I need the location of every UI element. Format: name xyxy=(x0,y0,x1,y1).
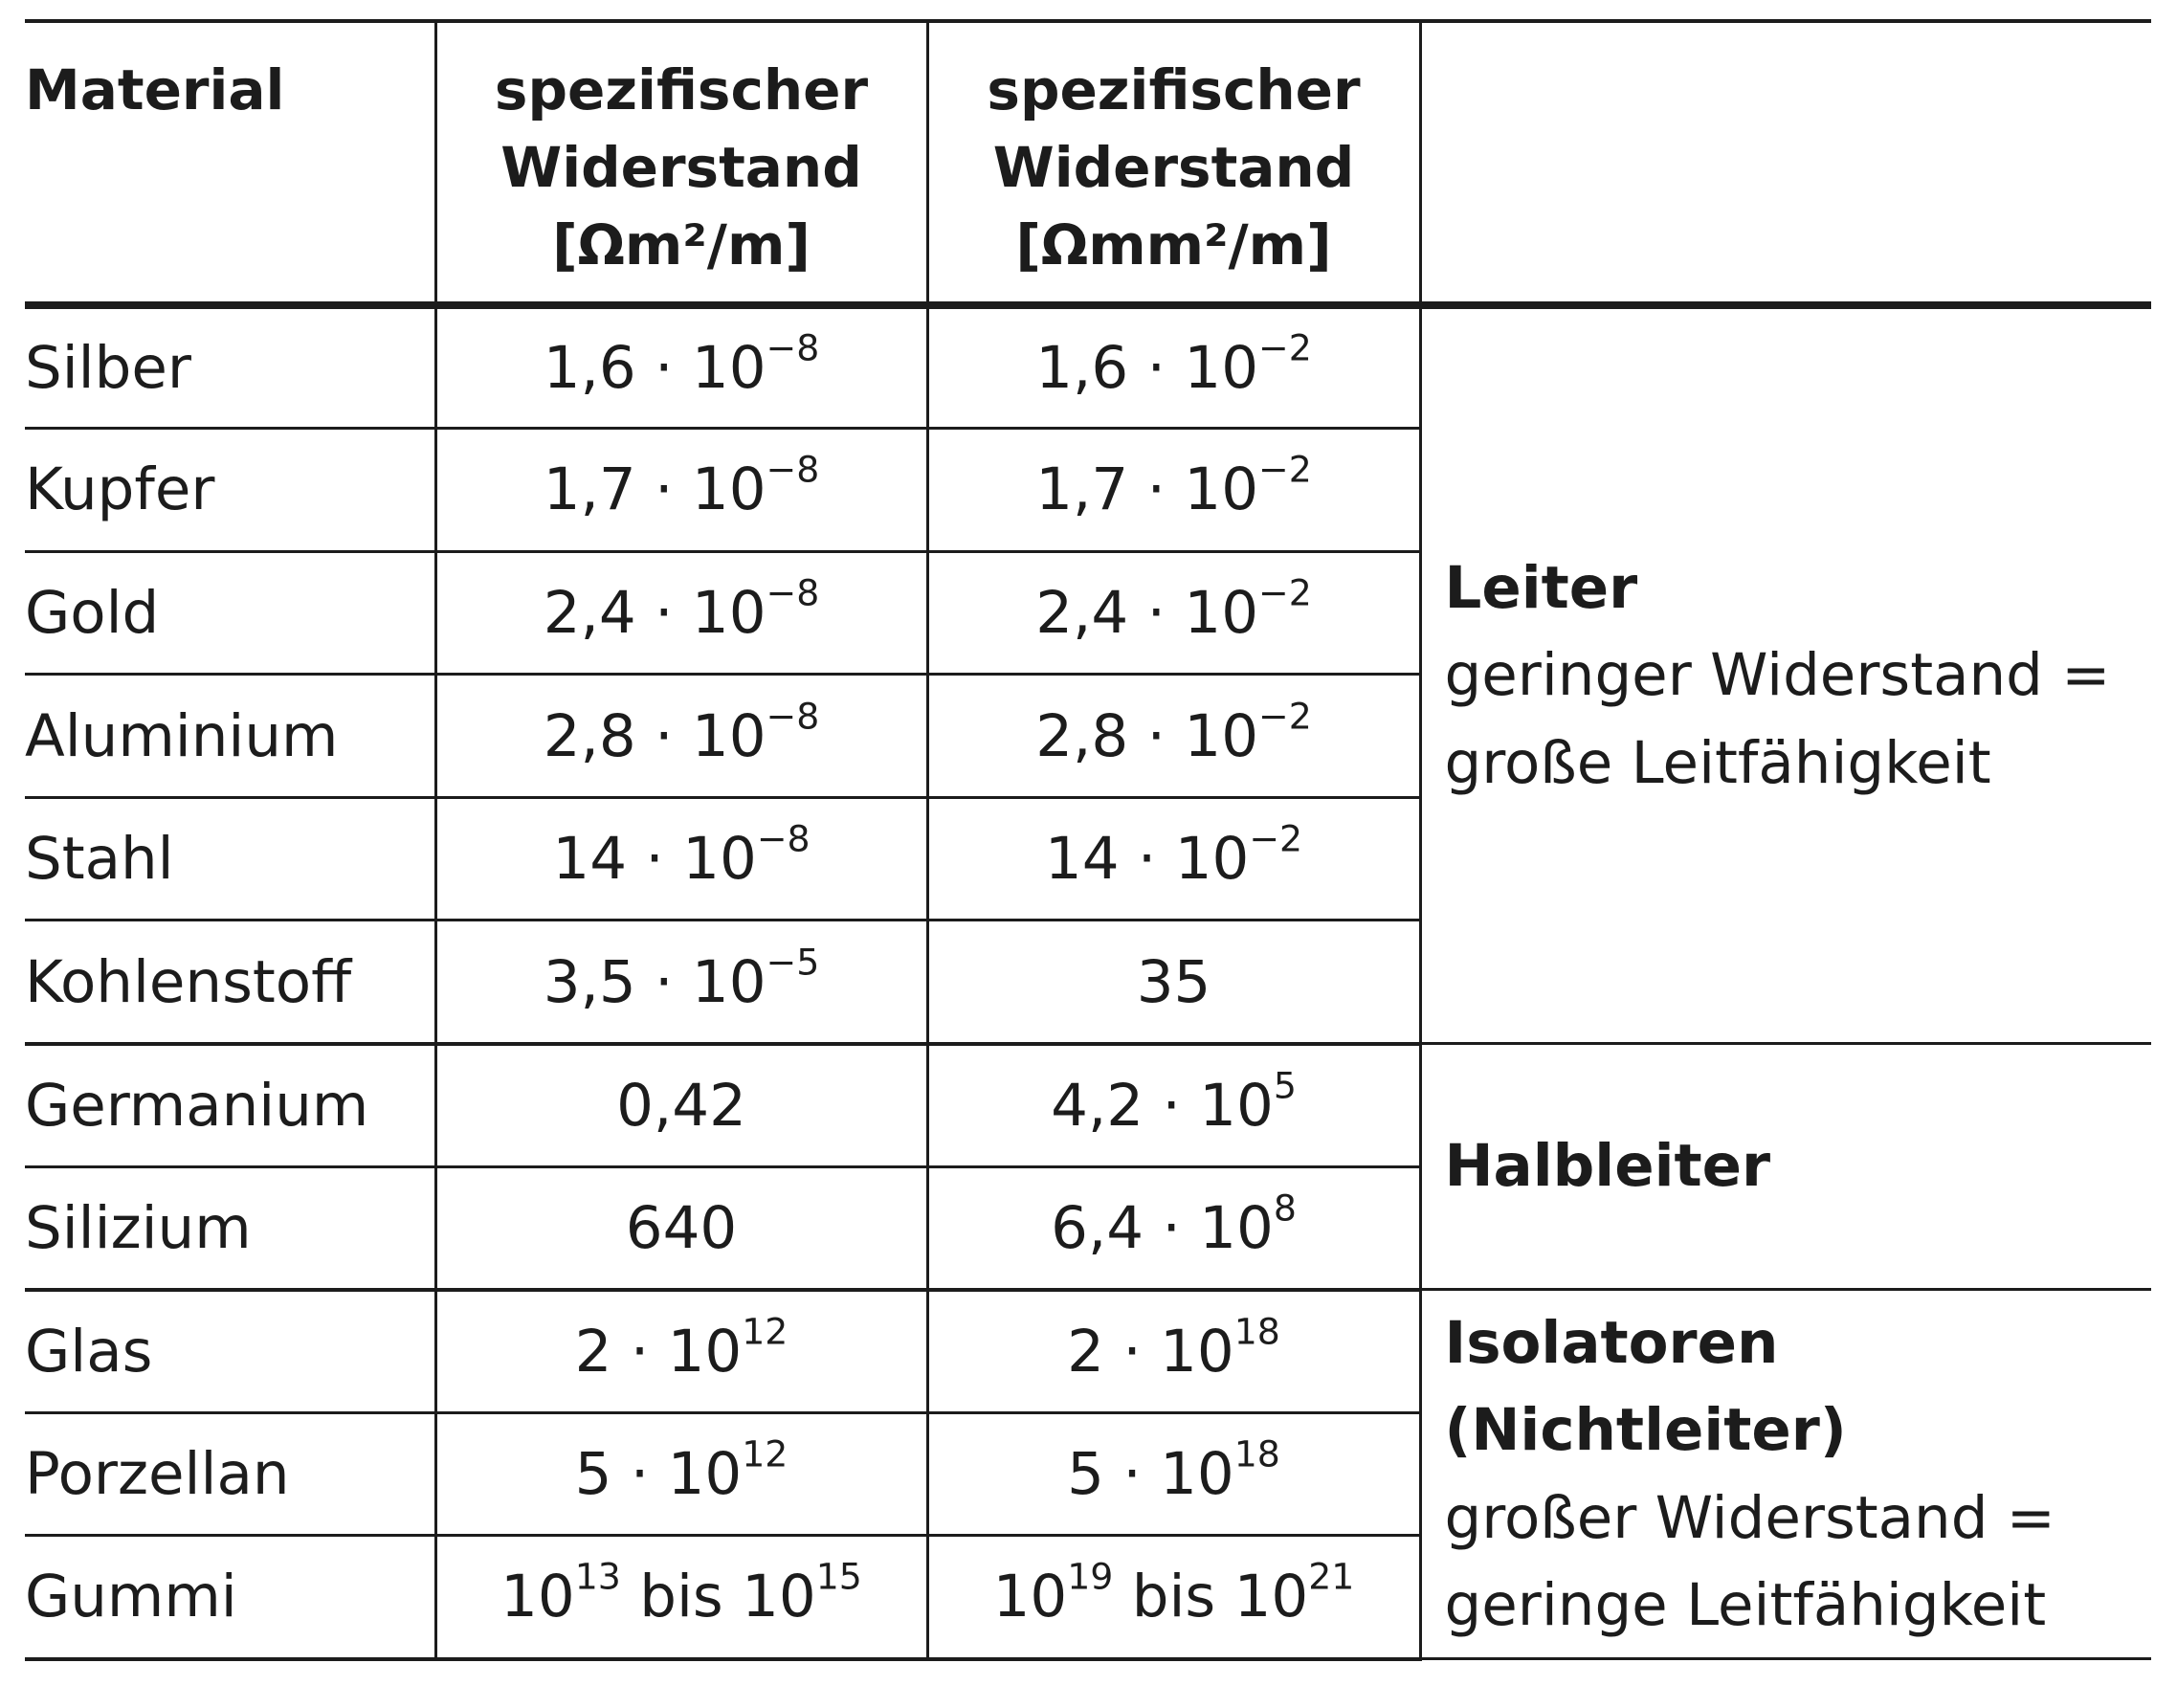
resistivity-mm2-cell: $2 \cdot 10^{18}$ xyxy=(927,1290,1420,1413)
category-description: großer Widerstand = geringe Leitfähigkeit xyxy=(1444,1483,2055,1640)
header-material: Material xyxy=(25,21,435,305)
resistivity-m2-cell: $2,4 \cdot 10^{-8}$ xyxy=(435,551,927,675)
resistivity-m2-cell: 0,42 xyxy=(435,1044,927,1167)
table-row xyxy=(25,1044,2151,1167)
header-row xyxy=(25,21,2151,305)
resistivity-m2-cell: $14 \cdot 10^{-8}$ xyxy=(435,797,927,921)
category-semiconductors xyxy=(1420,1044,2151,1290)
material-cell: Stahl xyxy=(25,797,435,921)
resistivity-m2-cell: $1,6 \cdot 10^{-8}$ xyxy=(435,305,927,429)
resistivity-m2-cell: $3,5 \cdot 10^{-5}$ xyxy=(435,921,927,1044)
table-row xyxy=(25,305,2151,429)
material-cell: Gold xyxy=(25,551,435,675)
table-row xyxy=(25,1290,2151,1413)
category-title: Halbleiter xyxy=(1444,1132,1771,1201)
material-cell: Glas xyxy=(25,1290,435,1413)
resistivity-mm2-cell: $4,2 \cdot 10^5$ xyxy=(927,1044,1420,1167)
category-description: geringer Widerstand = große Leitfähigkeit xyxy=(1444,641,2111,797)
resistivity-mm2-cell: $2,4 \cdot 10^{-2}$ xyxy=(927,551,1420,675)
category-conductors xyxy=(1420,305,2151,1044)
header-resistivity-mm2: spezifischer Widerstand [Ωmm²/m] xyxy=(927,21,1420,305)
resistivity-mm2-cell: $1,6 \cdot 10^{-2}$ xyxy=(927,305,1420,429)
resistivity-mm2-cell: $14 \cdot 10^{-2}$ xyxy=(927,797,1420,921)
material-cell: Silber xyxy=(25,305,435,429)
header-resistivity-m2: spezifischer Widerstand [Ωm²/m] xyxy=(435,21,927,305)
header-category xyxy=(1420,21,2151,305)
resistivity-m2-cell: $2,8 \cdot 10^{-8}$ xyxy=(435,675,927,798)
resistivity-mm2-cell: $1,7 \cdot 10^{-2}$ xyxy=(927,429,1420,552)
material-cell: Gummi xyxy=(25,1536,435,1659)
resistivity-table xyxy=(25,19,2151,1661)
resistivity-mm2-cell: $2,8 \cdot 10^{-2}$ xyxy=(927,675,1420,798)
resistivity-mm2-cell: $6,4 \cdot 10^8$ xyxy=(927,1166,1420,1290)
material-cell: Silizium xyxy=(25,1166,435,1290)
resistivity-m2-cell: $5 \cdot 10^{12}$ xyxy=(435,1412,927,1536)
material-cell: Aluminium xyxy=(25,675,435,798)
category-title: Isolatoren (Nichtleiter) xyxy=(1444,1308,1847,1465)
resistivity-m2-cell: $1,7 \cdot 10^{-8}$ xyxy=(435,429,927,552)
resistivity-mm2-cell: $5 \cdot 10^{18}$ xyxy=(927,1412,1420,1536)
material-cell: Kohlenstoff xyxy=(25,921,435,1044)
resistivity-m2-cell: $2 \cdot 10^{12}$ xyxy=(435,1290,927,1413)
resistivity-mm2-cell: $10^{19}$ bis $10^{21}$ xyxy=(927,1536,1420,1659)
resistivity-m2-cell: 640 xyxy=(435,1166,927,1290)
category-title: Leiter xyxy=(1444,553,1638,622)
resistivity-m2-cell: $10^{13}$ bis $10^{15}$ xyxy=(435,1536,927,1659)
material-cell: Kupfer xyxy=(25,429,435,552)
material-cell: Germanium xyxy=(25,1044,435,1167)
category-insulators xyxy=(1420,1290,2151,1659)
material-cell: Porzellan xyxy=(25,1412,435,1536)
resistivity-mm2-cell: 35 xyxy=(927,921,1420,1044)
